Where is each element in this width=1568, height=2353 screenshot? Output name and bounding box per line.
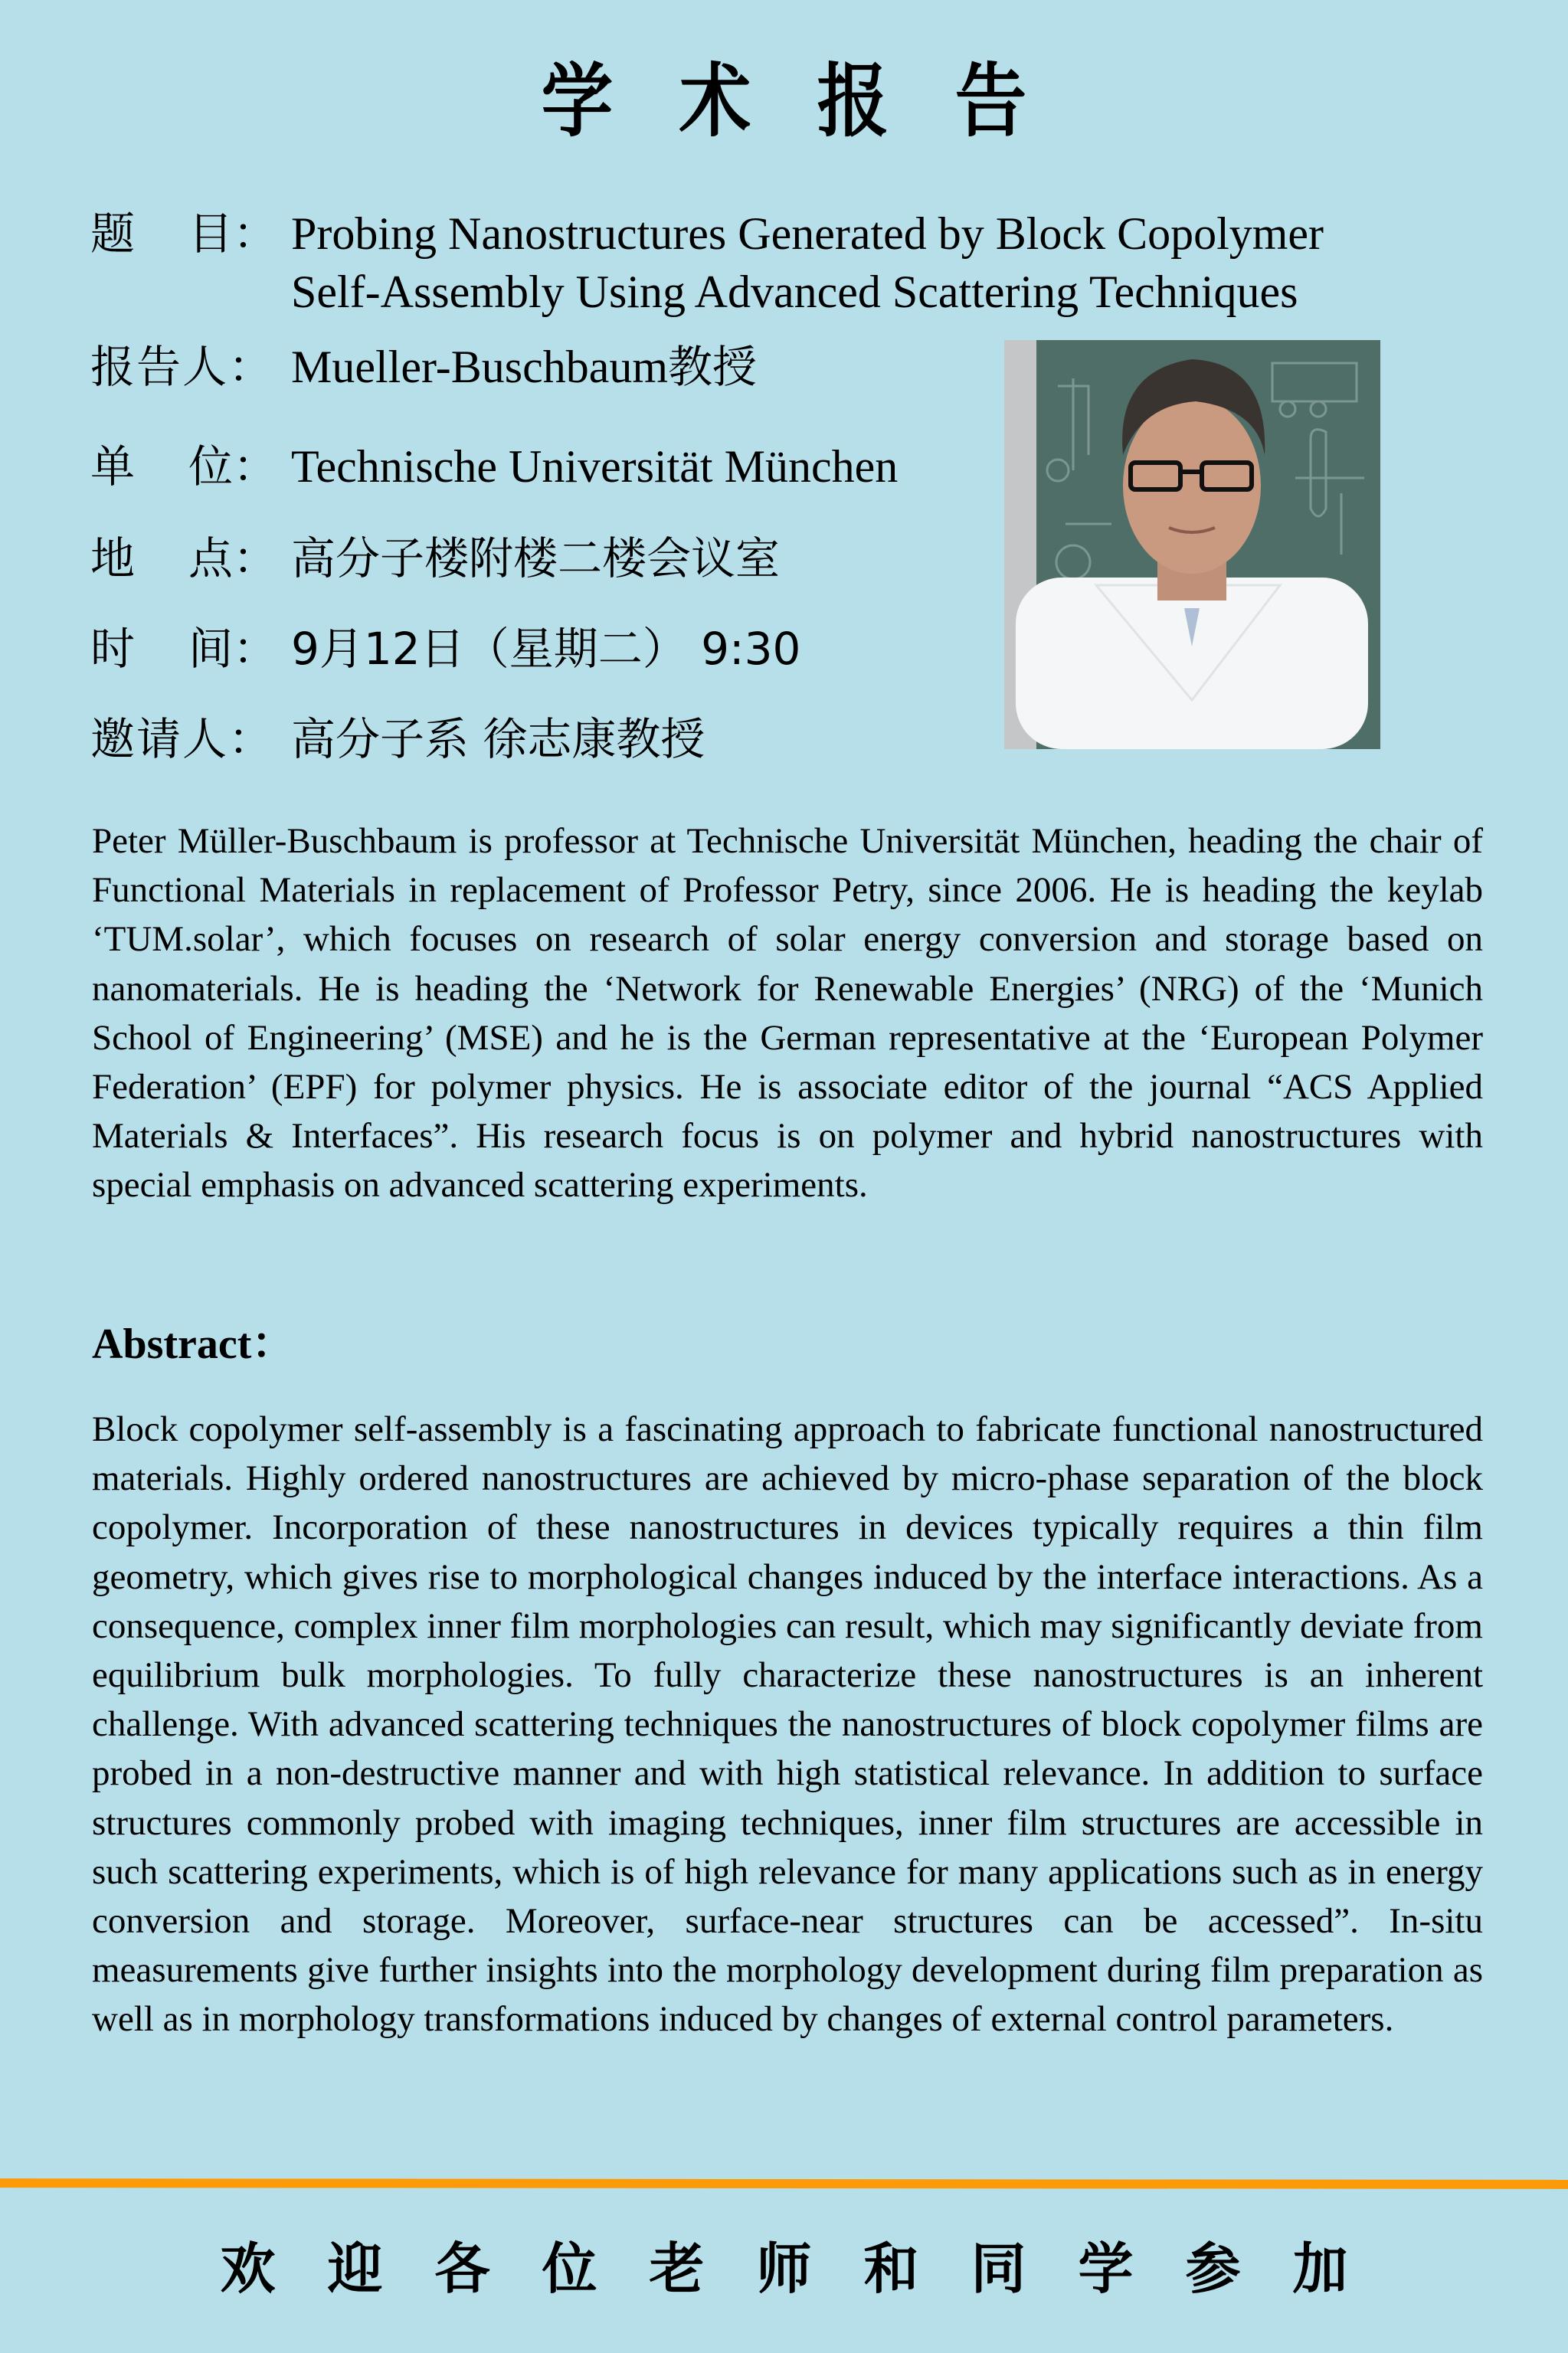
host-row <box>90 703 705 767</box>
topic-label: 题 目： <box>90 208 278 260</box>
topic-line-1: Probing Nanostructures Generated by Block Copolymer <box>291 208 1324 259</box>
affiliation-value: Technische Universität München <box>291 441 899 492</box>
topic-line-2: Self-Assembly Using Advanced Scattering Techniques <box>291 267 1298 317</box>
time-label: 时 间： <box>90 623 278 675</box>
affiliation-label: 单 位： <box>90 440 278 493</box>
abstract-heading: Abstract： <box>92 1320 295 1368</box>
topic-value <box>291 205 1324 321</box>
speaker-label: 报告人： <box>90 341 275 393</box>
affiliation-row <box>90 430 898 496</box>
divider-line <box>0 2178 1568 2189</box>
host-value: 高分子系 徐志康教授 <box>291 713 705 765</box>
photo-face <box>1123 398 1261 574</box>
time-value: 9月12日（星期二） 9:30 <box>291 623 801 675</box>
speaker-row <box>90 331 757 396</box>
abstract-text: Block copolymer self-assembly is a fascinating approach to fabricate functional nanostructured materials. Highly ordered nanostructures are achieved by micro-phase separation of the block copolymer. Incorporation of these nanostructures in devices typically requires a thin film geometry, which gives rise to morphological changes induced by the interface interactions. As a consequence, complex inner film morphologies can result, which may significantly deviate from equilibrium bulk morphologies. To fully characterize these nanostructures is an inherent challenge. With advanced scattering techniques the nanostructures of block copolymer films are probed in a non-destructive manner and with high statistical relevance. In addition to surface structures commonly probed with imaging techniques, inner film structures are accessible in such scattering experiments, which is of high relevance for many applications such as in energy conversion and storage. Moreover, surface-near structures can be accessed”. In-situ measurements give further insights into the morphology development during film preparation as well as in morphology transformations induced by changes of external control parameters. <box>92 1409 1483 2040</box>
host-label: 邀请人： <box>90 713 275 765</box>
welcome-footer: 欢迎各位老师和同学参加 <box>220 2236 1400 2301</box>
location-value: 高分子楼附楼二楼会议室 <box>291 532 781 584</box>
topic-row <box>90 198 1324 321</box>
speaker-bio: Peter Müller-Buschbaum is professor at Technische Universität München, heading the chair of Functional Materials in replacement of Professor Petry, since 2006. He is heading the keylab ‘TUM.solar’, which focuses on research of solar energy conversion and storage based on nanomaterials. He is heading the ‘Network for Renewable Energies’ (NRG) of the ‘Munich School of Engineering’ (MSE) and he is the German representative at the ‘European Polymer Federation’ (EPF) for polymer physics. He is associate editor of the journal “ACS Applied Materials & Interfaces”. His research focus is on polymer and hybrid nanostructures with special emphasis on advanced scattering experiments. <box>92 821 1483 1206</box>
speaker-title: 教授 <box>668 341 758 393</box>
time-row <box>90 613 800 677</box>
speaker-name: Mueller-Buschbaum <box>291 342 669 392</box>
location-label: 地 点： <box>90 532 278 584</box>
location-row <box>90 522 780 587</box>
poster-title: 学术报告 <box>541 54 1093 148</box>
speaker-photo <box>1004 340 1380 749</box>
